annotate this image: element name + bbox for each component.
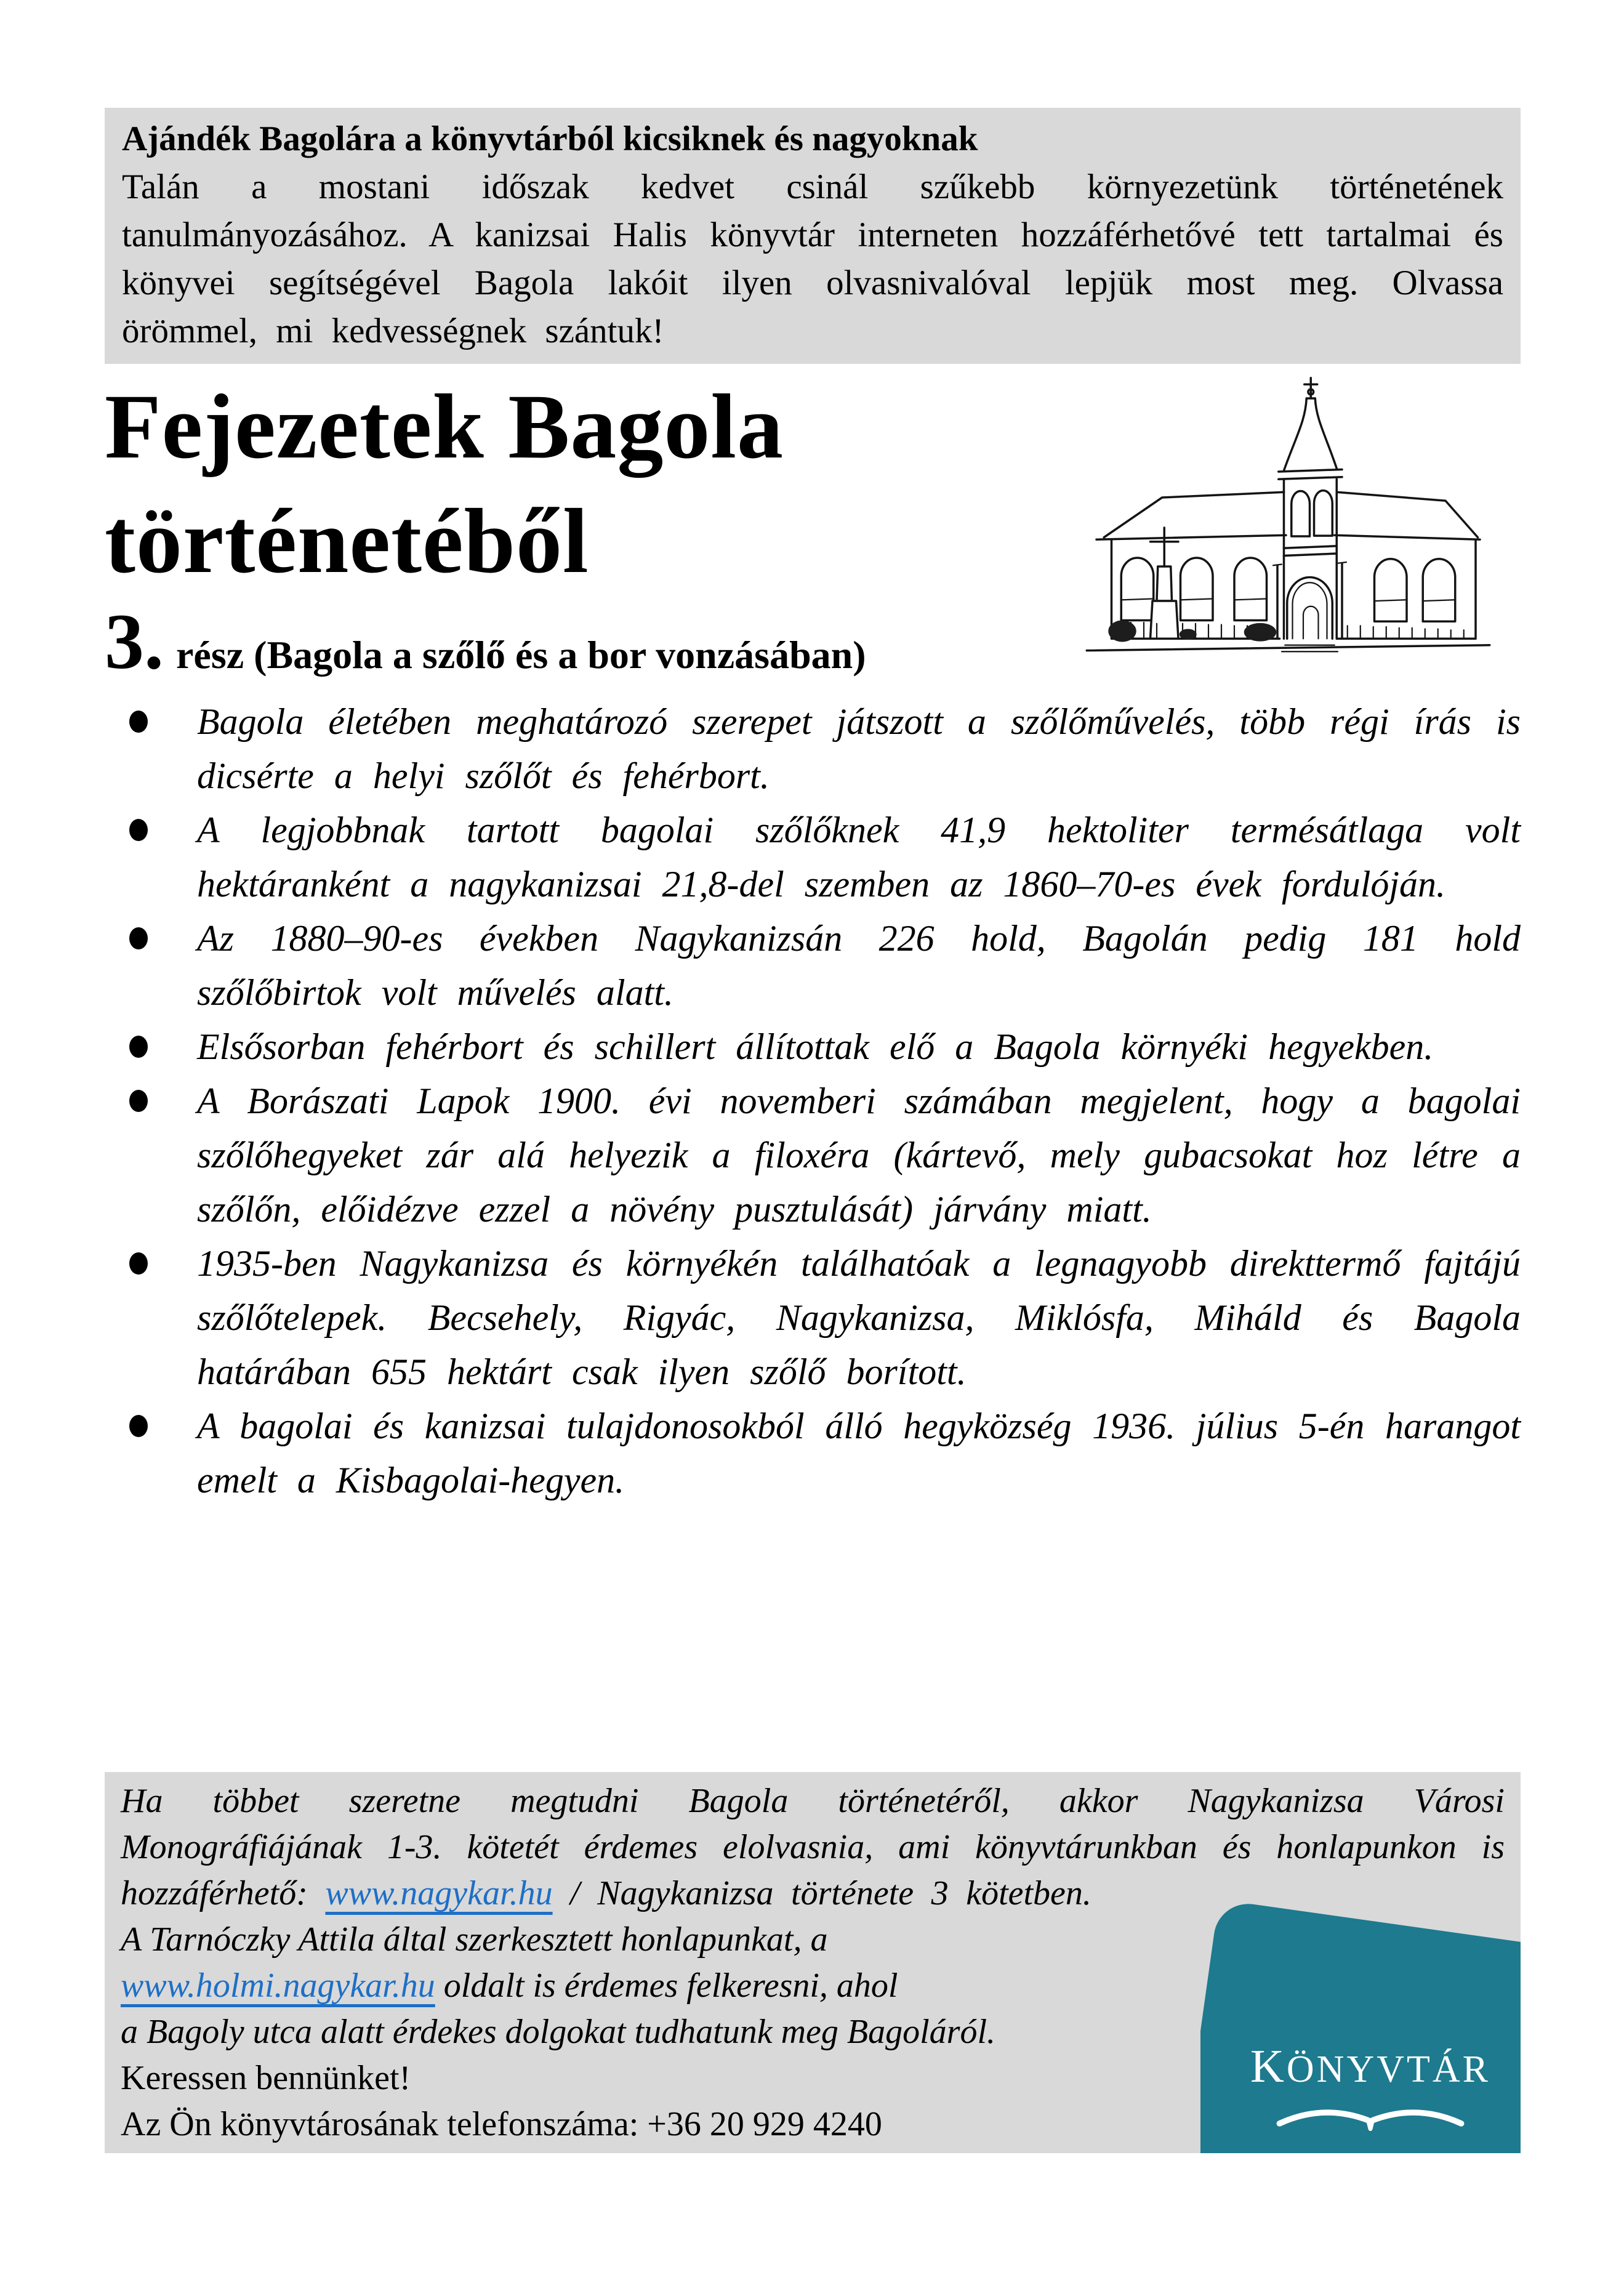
page-title-line1: Fejezetek Bagola: [105, 376, 784, 478]
open-book-icon: [1269, 2095, 1472, 2135]
section-heading: [105, 598, 866, 685]
intro-title: Ajándék Bagolára a könyvtárból kicsiknek és nagyoknak: [122, 119, 978, 158]
footer-line-phone: Az Ön könyvtárosának telefonszáma: +36 20 929 4240: [121, 2105, 882, 2143]
intro-body: Talán a mostani időszak kedvet csinál szűkebb környezetünk történetének tanulmányozásához. A kanizsai Halis könyvtár interneten hozzáférhetővé tett tartalmai és könyvei segítségével Bagola lakóit ilyen olvasnivalóval lepjük most meg. Olvassa örömmel, mi kedvességnek szántuk!: [122, 167, 1503, 350]
footer-paragraph: [121, 1778, 1505, 1917]
list-item: A bagolai és kanizsai tulajdonosokból álló hegyközség 1936. július 5-én harangot emelt a Kisbagolai-hegyen.: [105, 1399, 1521, 1507]
section-number: 3.: [105, 598, 164, 685]
logo-content: [1248, 2040, 1492, 2135]
footer-box: [105, 1772, 1521, 2153]
section-subtitle: rész (Bagola a szőlő és a bor vonzásában): [176, 633, 866, 677]
list-item: Elsősorban fehérbort és schillert állítottak elő a Bagola környéki hegyekben.: [105, 1020, 1521, 1074]
page-title-line2: történetéből: [105, 490, 589, 592]
logo-wordmark: KÖNYVTÁR: [1250, 2040, 1490, 2092]
list-item: Bagola életében meghatározó szerepet játszott a szőlőművelés, több régi írás is dicsérte a helyi szőlőt és fehérbort.: [105, 695, 1521, 803]
list-item: 1935-ben Nagykanizsa és környékén találhatóak a legnagyobb direkttermő fajtájú szőlőtelepek. Becsehely, Rigyác, Nagykanizsa, Miklósfa, Miháld és Bagola határában 655 hektárt csak ilyen szőlő borított.: [105, 1236, 1521, 1399]
footer-line-contact: Keressen bennünket!: [121, 2059, 411, 2097]
list-item: A legjobbnak tartott bagolai szőlőknek 41,9 hektoliter termésátlaga volt hektáranként a nagykanizsai 21,8-del szemben az 1860–70-es évek fordulóján.: [105, 803, 1521, 911]
page-title: [105, 369, 784, 598]
footer-line: a Bagoly utca alatt érdekes dolgokat tudhatunk meg Bagoláról.: [121, 2013, 995, 2051]
holmi-nagykar-link[interactable]: www.holmi.nagykar.hu: [121, 1967, 435, 2005]
library-logo: [1200, 1897, 1521, 2153]
footer-line: [121, 1963, 1180, 2009]
nagykar-link[interactable]: www.nagykar.hu: [325, 1874, 553, 1912]
church-illustration-icon: [1062, 368, 1514, 670]
bullet-list: [105, 695, 1521, 1507]
intro-box: [105, 108, 1521, 364]
footer-text: oldalt is érdemes felkeresni, ahol: [435, 1967, 898, 2005]
footer-line: A Tarnóczky Attila által szerkesztett honlapunkat, a: [121, 1920, 828, 1959]
footer-text: Ha többet szeretne megtudni Bagola történetéről, akkor Nagykanizsa Városi Monográfiájának 1-3. kötetét érdemes elolvasnia, ami könyvtárunkban és honlapunkon is hozzáférhető:: [121, 1782, 1505, 1912]
footer-text: / Nagykanizsa története 3 kötetben.: [552, 1874, 1091, 1912]
list-item: Az 1880–90-es években Nagykanizsán 226 hold, Bagolán pedig 181 hold szőlőbirtok volt művelés alatt.: [105, 911, 1521, 1020]
list-item: A Borászati Lapok 1900. évi novemberi számában megjelent, hogy a bagolai szőlőhegyeket zár alá helyezik a filoxéra (kártevő, mely gubacsokat hoz létre a szőlőn, előidézve ezzel a növény pusztulását) járvány miatt.: [105, 1074, 1521, 1236]
